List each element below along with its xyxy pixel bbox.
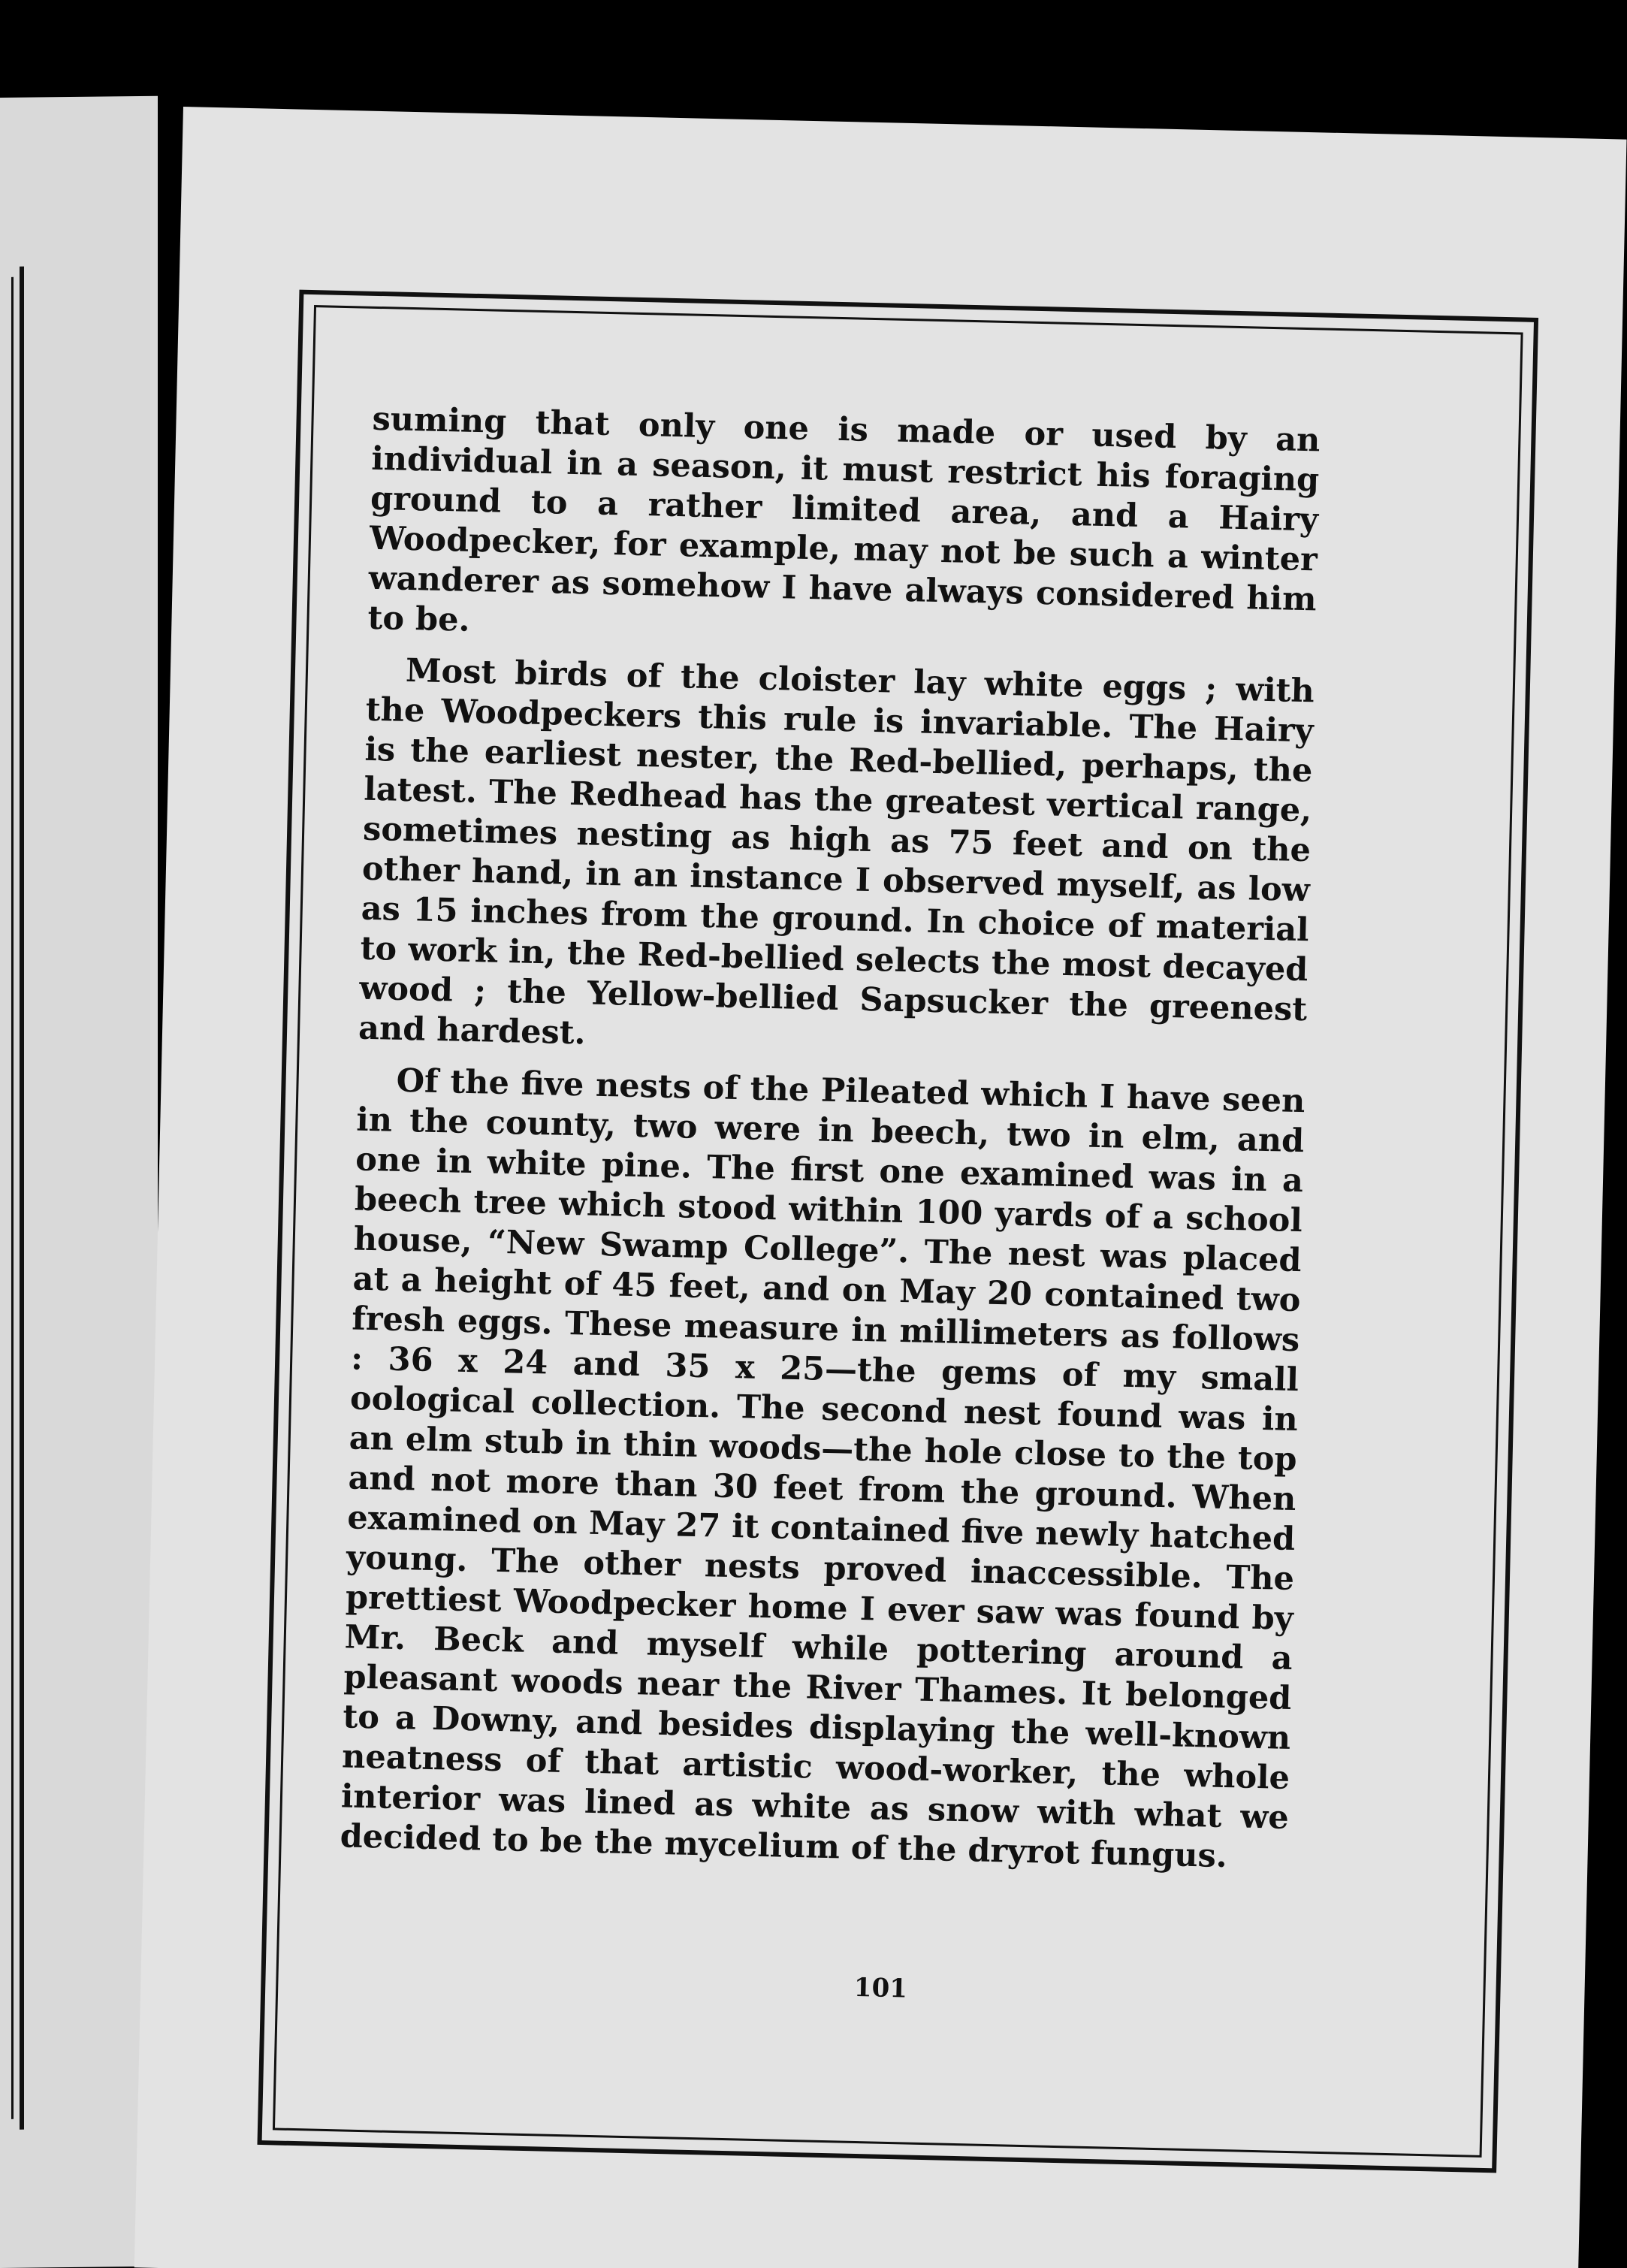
body-text bbox=[340, 400, 1321, 1890]
left-page-edge bbox=[0, 96, 158, 2268]
paragraph-3: Of the five nests of the Pileated which I have seen in the county, two were in beech, two in elm, and one in white pine. The first one examined was in a beech tree which stood within 100 yards of a school house, “New Swamp College”. The nest was placed at a height of 45 feet, and on May 20 contained two fresh eggs. These measure in millimeters as follows : 36 x 24 and 35 x 25—the gems of my small oological collection. The second nest found was in an elm stub in thin woods—the hole close to the top and not more than 30 feet from the ground. When examined on May 27 it contained five newly hatched young. The other nests proved inaccessible. The prettiest Woodpecker home I ever saw was found by Mr. Beck and myself while pottering around a pleasant woods near the River Thames. It belonged to a Downy, and besides displaying the well-known neatness of that artistic wood-worker, the whole interior was lined as white as snow with what we decided to be the mycelium of the dryrot fungus. bbox=[340, 1062, 1306, 1876]
page-frame-outer bbox=[257, 290, 1538, 2173]
paragraph-2: Most birds of the cloister lay white eggs ; with the Woodpeckers this rule is invariable. The Hairy is the earliest nester, the Red-bellied, perhaps, the latest. The Redhead has the greatest vertical range, sometimes nesting as high as 75 feet and on the other hand, in an instance I observed myself, as low as 15 inches from the ground. In choice of material to work in, the Red-bellied selects the most decayed wood ; the Yellow-bellied Sapsucker the greenest and hardest. bbox=[358, 651, 1315, 1052]
page-number: 101 bbox=[853, 1972, 908, 2004]
right-page bbox=[134, 107, 1627, 2268]
left-page-border bbox=[0, 267, 24, 2130]
paragraph-1: suming that only one is made or used by an individual in a season, it must restrict his foraging ground to a rather limited area, and a Hairy Woodpecker, for example, may not be such a winter wanderer as somehow I have always considered him to be. bbox=[367, 400, 1321, 639]
